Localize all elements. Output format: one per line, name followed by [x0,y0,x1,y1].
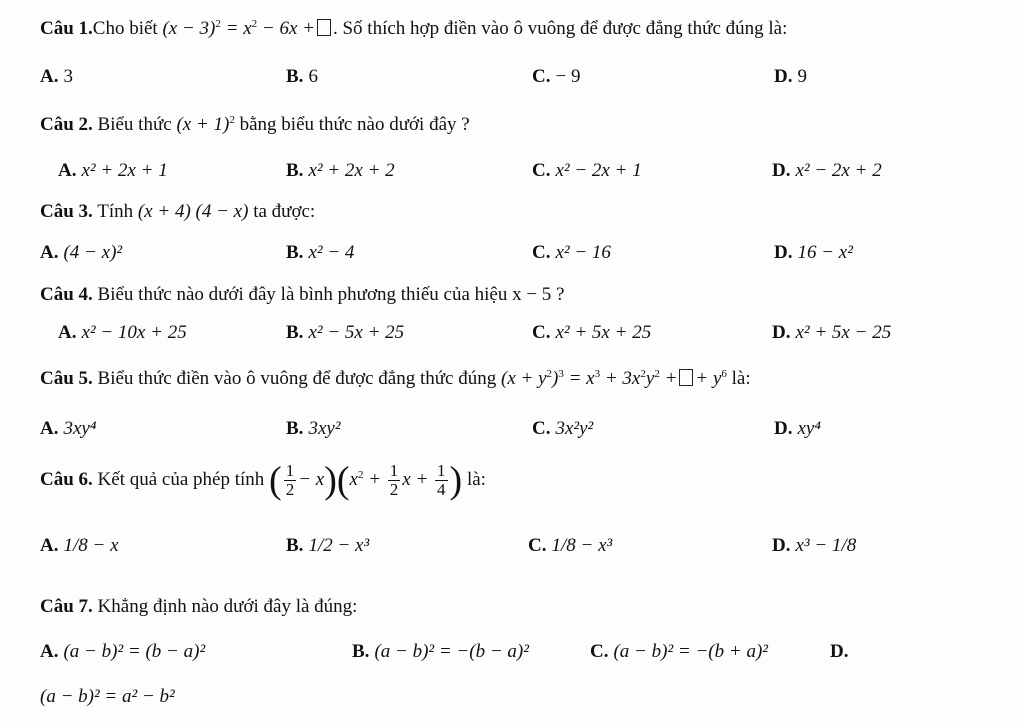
option-value: 1/8 − x [63,535,119,556]
option-value: 1/2 − x³ [308,535,370,556]
option-label: A. [40,418,59,439]
option-label: B. [286,535,304,556]
formula: $(x + y^2)^3 = x^3 + 3x^2y^2$ + + $y^6$ [501,368,727,389]
formula: $(x + 1)^2$ [176,114,235,135]
formula: (x + 4) (4 − x) [137,201,249,222]
option-value: x² + 2x + 2 [308,160,395,181]
formula: ( $\frac{1}{2}$ − $x)(x^2$ + $\frac{1}{2}$ x + $\frac{1}{4}$ ) [269,459,463,502]
q7-option-a[interactable] [40,641,205,663]
option-label: D. [774,66,793,87]
q3-option-b[interactable] [286,242,354,264]
question-label: Câu 5. [40,368,93,389]
question-text: Khẳng định nào dưới đây là đúng: [97,596,358,617]
option-label: D. [774,242,793,263]
q6-option-b[interactable] [286,535,369,557]
option-label: B. [286,160,304,181]
question-3 [40,201,315,223]
option-value: 6 [308,66,318,87]
question-text: Biểu thức điền vào ô vuông để được đẳng thức đúng [97,368,497,389]
blank-box [679,369,693,386]
option-label: A. [40,242,59,263]
q2-option-d[interactable] [772,160,882,182]
option-label: D. [830,641,849,662]
q7-option-d-label[interactable] [830,641,853,663]
question-7 [40,596,357,618]
option-value: (a − b)² = (b − a)² [63,641,206,662]
option-label: D. [774,418,793,439]
option-label: D. [772,535,791,556]
option-value: (a − b)² = −(b − a)² [374,641,529,662]
q1-option-d[interactable] [774,66,807,88]
q4-option-a[interactable] [58,322,187,344]
option-label: B. [286,418,304,439]
option-value: 3x²y² [555,418,594,439]
option-value: (a − b)² = a² − b² [40,686,175,707]
option-value: x² − 5x + 25 [308,322,405,343]
option-label: C. [532,242,551,263]
option-label: B. [286,66,304,87]
q5-option-b[interactable] [286,418,341,440]
question-label: Câu 7. [40,596,93,617]
question-label: Câu 1. [40,18,93,39]
question-text: là: [731,368,751,389]
question-label: Câu 6. [40,469,93,490]
q5-option-a[interactable] [40,418,96,440]
option-value: (a − b)² = −(b + a)² [613,641,768,662]
option-value: x² − 16 [555,242,611,263]
option-value: x² − 4 [308,242,355,263]
question-text: Biểu thức nào dưới đây là bình phương thiếu của hiệu x − 5 ? [97,284,565,305]
option-label: B. [352,641,370,662]
option-label: A. [58,160,77,181]
q2-option-a[interactable] [58,160,168,182]
q2-option-b[interactable] [286,160,395,182]
option-label: C. [590,641,609,662]
option-value: 1/8 − x³ [551,535,613,556]
q4-option-d[interactable] [772,322,891,344]
q6-option-d[interactable] [772,535,856,557]
option-label: B. [286,242,304,263]
option-value: x² + 5x + 25 [555,322,652,343]
question-text: Biểu thức [97,114,172,135]
q6-option-c[interactable] [528,535,612,557]
question-6 [40,450,486,510]
q2-option-c[interactable] [532,160,642,182]
option-label: C. [532,160,551,181]
question-text: Kết quả của phép tính [97,469,265,490]
option-label: A. [40,641,59,662]
q6-option-a[interactable] [40,535,119,557]
blank-box [317,19,331,36]
q4-option-c[interactable] [532,322,651,344]
option-label: B. [286,322,304,343]
option-label: C. [532,322,551,343]
option-label: C. [532,66,551,87]
option-label: A. [40,535,59,556]
q3-option-d[interactable] [774,242,853,264]
q7-option-d[interactable] [40,686,175,708]
question-label: Câu 3. [40,201,93,222]
option-value: x² − 2x + 2 [795,160,882,181]
q1-option-c[interactable] [532,66,580,88]
question-label: Câu 2. [40,114,93,135]
option-value: x³ − 1/8 [795,535,857,556]
q4-option-b[interactable] [286,322,404,344]
option-label: C. [528,535,547,556]
option-value: x² − 10x + 25 [81,322,187,343]
q5-option-d[interactable] [774,418,821,440]
formula: $(x - 3)^2 = x^2 - 6x$ + [162,18,333,39]
option-label: D. [772,322,791,343]
option-value: x² − 2x + 1 [555,160,642,181]
question-text: bằng biểu thức nào dưới đây ? [239,114,470,135]
question-1 [40,18,787,40]
question-text: ta được: [253,201,316,222]
q1-option-b[interactable] [286,66,318,88]
option-label: C. [532,418,551,439]
q5-option-c[interactable] [532,418,593,440]
option-value: 16 − x² [797,242,853,263]
option-label: D. [772,160,791,181]
question-text: là: [466,469,486,490]
option-value: 9 [797,66,807,87]
option-value: − 9 [555,66,581,87]
option-value: x² + 2x + 1 [81,160,168,181]
option-label: A. [40,66,59,87]
q3-option-a[interactable] [40,242,122,264]
option-value: (4 − x)² [63,242,123,263]
question-2 [40,114,470,136]
question-4 [40,284,565,306]
question-text: Cho biết [92,18,158,39]
q1-option-a[interactable] [40,66,73,88]
option-value: x² + 5x − 25 [795,322,892,343]
question-text: Tính [97,201,134,222]
option-value: 3 [63,66,73,87]
option-value: 3xy² [308,418,341,439]
option-label: A. [58,322,77,343]
question-5 [40,368,751,390]
question-label: Câu 4. [40,284,93,305]
q7-option-b[interactable] [352,641,529,663]
question-text: . Số thích hợp điền vào ô vuông để được đẳng thức đúng là: [332,18,788,39]
q7-option-c[interactable] [590,641,768,663]
q3-option-c[interactable] [532,242,611,264]
option-value: 3xy⁴ [63,418,97,439]
option-value: xy⁴ [797,418,821,439]
